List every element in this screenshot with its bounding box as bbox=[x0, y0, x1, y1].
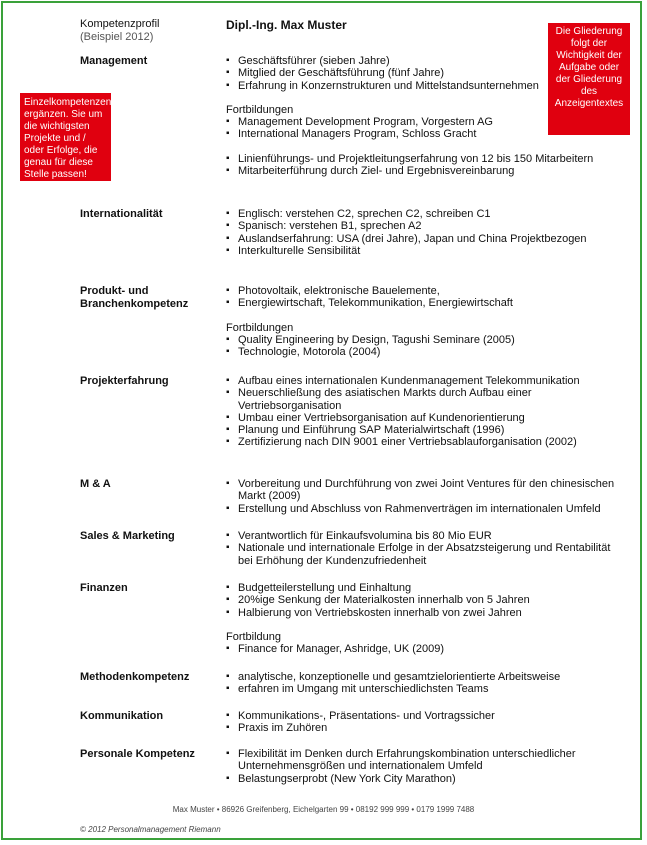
bullet-item: ▪ Aufbau eines internationalen Kundenmanagement Telekommunikation bbox=[226, 375, 618, 387]
section-content bbox=[226, 582, 618, 655]
bullet-item: ▪ Vorbereitung und Durchführung von zwei Joint Ventures für den chinesischen Markt (2009) bbox=[226, 478, 618, 503]
section-content bbox=[226, 375, 618, 449]
bullet-list bbox=[226, 748, 618, 785]
group-gap bbox=[226, 619, 618, 631]
bullet-item: ▪ Management Development Program, Vorgestern AG bbox=[226, 116, 618, 128]
group-title: Fortbildungen bbox=[226, 321, 294, 334]
bullet-item: ▪ 20%ige Senkung der Materialkosten innerhalb von 5 Jahren bbox=[226, 594, 618, 606]
bullet-item: ▪ Auslandserfahrung: USA (drei Jahre), Japan und China Projektbezogen bbox=[226, 233, 618, 245]
section-label: Personale Kompetenz bbox=[80, 748, 195, 760]
bullet-list bbox=[226, 643, 618, 655]
bullet-item: ▪ Halbierung von Vertriebskosten innerhalb von zwei Jahren bbox=[226, 607, 618, 619]
group-gap bbox=[226, 310, 618, 322]
bullet-list bbox=[226, 285, 618, 310]
bullet-item: ▪ Photovoltaik, elektronische Bauelemente, bbox=[226, 285, 618, 297]
bullet-item: ▪ Erstellung und Abschluss von Rahmenverträgen im internationalen Umfeld bbox=[226, 503, 618, 515]
footer-copyright: © 2012 Personalmanagement Riemann bbox=[80, 825, 221, 834]
bullet-item: ▪ Englisch: verstehen C2, sprechen C2, schreiben C1 bbox=[226, 208, 618, 220]
bullet-item: ▪ erfahren im Umgang mit unterschiedlichsten Teams bbox=[226, 683, 618, 695]
hint-note-projects: Einzelkompetenzen ergänzen. Sie um die wichtigsten Projekte und / oder Erfolge, die genau für diese Stelle passen! bbox=[20, 93, 111, 181]
bullet-item: ▪ Planung und Einführung SAP Materialwirtschaft (1996) bbox=[226, 424, 618, 436]
bullet-list bbox=[226, 153, 618, 178]
bullet-list bbox=[226, 375, 618, 449]
bullet-list bbox=[226, 671, 618, 696]
section-label: Management bbox=[80, 55, 148, 67]
bullet-item: ▪ Zertifizierung nach DIN 9001 einer Vertriebsablauforganisation (2002) bbox=[226, 436, 618, 448]
group-title: Fortbildung bbox=[226, 630, 282, 643]
bullet-list bbox=[226, 582, 618, 619]
bullet-item: ▪ Umbau einer Vertriebsorganisation auf Kundenorientierung bbox=[226, 412, 618, 424]
bullet-item: ▪ Energiewirtschaft, Telekommunikation, Energiewirtschaft bbox=[226, 297, 618, 309]
bullet-item: ▪ Geschäftsführer (sieben Jahre) bbox=[226, 55, 618, 67]
section-content bbox=[226, 208, 618, 257]
bullet-list bbox=[226, 478, 618, 515]
bullet-list bbox=[226, 334, 618, 359]
section-content bbox=[226, 285, 618, 358]
section-content bbox=[226, 710, 618, 735]
section-label: M & A bbox=[80, 478, 111, 490]
bullet-item: ▪ Flexibilität im Denken durch Erfahrungskombination unterschiedlicher Unternehmensgrößen und internationalem Umfeld bbox=[226, 748, 618, 773]
bullet-item: ▪ Linienführungs- und Projektleitungserfahrung von 12 bis 150 Mitarbeitern bbox=[226, 153, 618, 165]
group-gap bbox=[226, 141, 618, 153]
bullet-item: ▪ Quality Engineering by Design, Tagushi Seminare (2005) bbox=[226, 334, 618, 346]
profile-title: Kompetenzprofil bbox=[80, 18, 160, 30]
section-label: Internationalität bbox=[80, 208, 163, 220]
bullet-item: ▪ Neuerschließung des asiatischen Markts durch Aufbau einer Vertriebsorganisation bbox=[226, 387, 618, 412]
profile-heading bbox=[80, 18, 160, 44]
bullet-item: ▪ Budgetteilerstellung und Einhaltung bbox=[226, 582, 618, 594]
bullet-item: ▪ Nationale und internationale Erfolge in der Absatzsteigerung und Rentabilität bei Erhöhung der Kundenzufriedenheit bbox=[226, 542, 618, 567]
bullet-item: ▪ Verantwortlich für Einkaufsvolumina bis 80 Mio EUR bbox=[226, 530, 618, 542]
bullet-item: ▪ Finance for Manager, Ashridge, UK (2009) bbox=[226, 643, 618, 655]
bullet-item: ▪ Interkulturelle Sensibilität bbox=[226, 245, 618, 257]
bullet-item: ▪ Spanisch: verstehen B1, sprechen A2 bbox=[226, 220, 618, 232]
profile-subtitle: (Beispiel 2012) bbox=[80, 31, 154, 43]
section-content bbox=[226, 671, 618, 696]
section-label: Sales & Marketing bbox=[80, 530, 175, 542]
section-label: Kommunikation bbox=[80, 710, 164, 722]
bullet-item: ▪ Mitglied der Geschäftsführung (fünf Jahre) bbox=[226, 67, 618, 79]
bullet-list bbox=[226, 530, 618, 567]
bullet-item: ▪ Praxis im Zuhören bbox=[226, 722, 618, 734]
bullet-item: ▪ analytische, konzeptionelle und gesamtzielorientierte Arbeitsweise bbox=[226, 671, 618, 683]
bullet-item: ▪ Technologie, Motorola (2004) bbox=[226, 346, 618, 358]
bullet-list bbox=[226, 710, 618, 735]
section-label: Finanzen bbox=[80, 582, 128, 594]
bullet-item: ▪ International Managers Program, Schloss Gracht bbox=[226, 128, 618, 140]
bullet-list bbox=[226, 208, 618, 257]
section-content bbox=[226, 530, 618, 567]
section-label: Projekterfahrung bbox=[80, 375, 169, 387]
bullet-item: ▪ Belastungserprobt (New York City Marathon) bbox=[226, 773, 618, 785]
group-title: Fortbildungen bbox=[226, 103, 294, 116]
section-label: Methodenkompetenz bbox=[80, 671, 190, 683]
bullet-item: ▪ Erfahrung in Konzernstrukturen und Mittelstandsunternehmen bbox=[226, 80, 618, 92]
section-label: Produkt- und Branchenkompetenz bbox=[80, 285, 189, 310]
candidate-name: Dipl.-Ing. Max Muster bbox=[226, 18, 347, 32]
hint-note-structure: Die Gliederung folgt der Wichtigkeit der Aufgabe oder der Gliederung des Anzeigentextes bbox=[548, 23, 630, 135]
bullet-item: ▪ Mitarbeiterführung durch Ziel- und Ergebnisvereinbarung bbox=[226, 165, 618, 177]
section-content bbox=[226, 748, 618, 785]
footer-address: Max Muster • 86926 Greifenberg, Eichelgarten 99 • 08192 999 999 • 0179 1999 7488 bbox=[172, 805, 475, 814]
bullet-item: ▪ Kommunikations-, Präsentations- und Vortragssicher bbox=[226, 710, 618, 722]
section-content bbox=[226, 478, 618, 515]
